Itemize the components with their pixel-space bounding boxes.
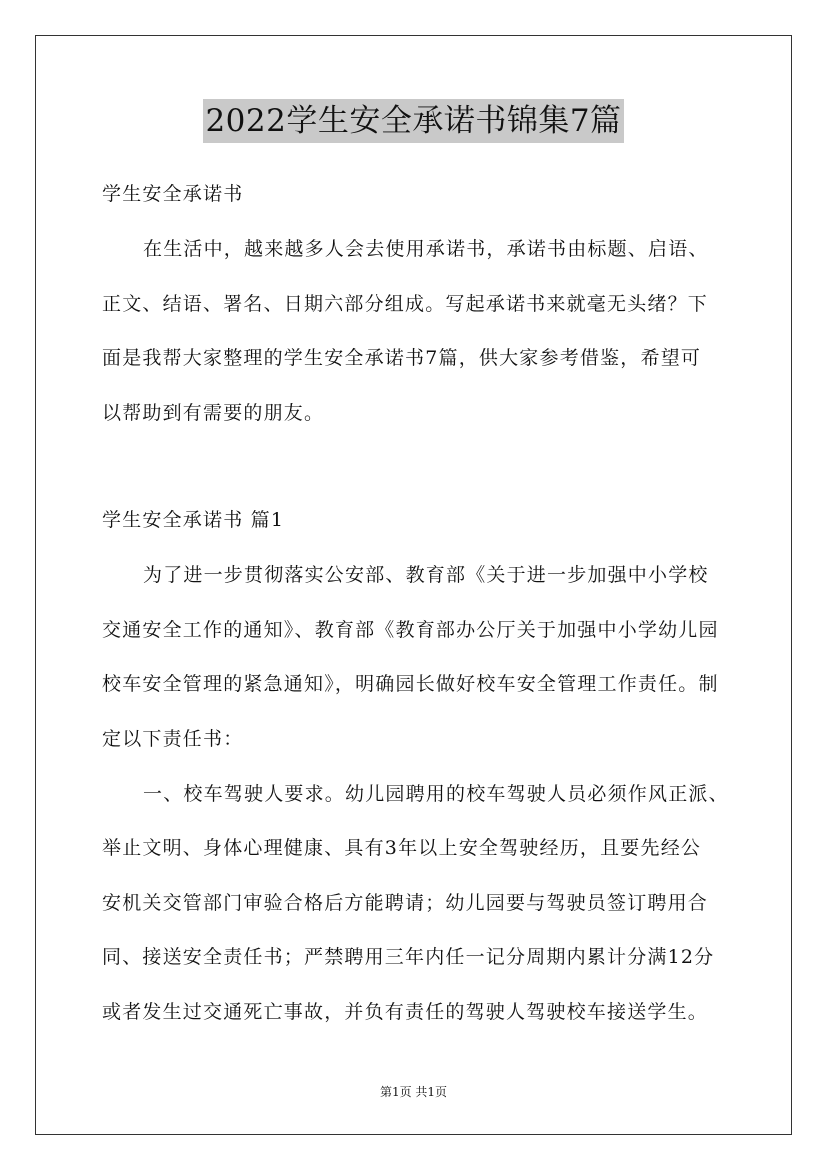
article-heading: 学生安全承诺书 篇1: [102, 509, 285, 531]
page-footer: 第1页 共1页: [379, 1085, 448, 1099]
para2-line-2: 举止文明、身体心理健康、具有3年以上安全驾驶经历，且要先经公: [102, 837, 702, 859]
para2-line-3: 安机关交管部门审验合格后方能聘请；幼儿园要与驾驶员签订聘用合: [102, 892, 709, 914]
title-container: [0, 99, 827, 143]
document-title: 2022学生安全承诺书锦集7篇: [203, 99, 623, 143]
para2-line-1: 一、校车驾驶人要求。幼儿园聘用的校车驾驶人员必须作风正派、: [143, 783, 729, 805]
para2-line-5: 或者发生过交通死亡事故，并负有责任的驾驶人驾驶校车接送学生。: [102, 1001, 709, 1023]
para1-line-2: 交通安全工作的通知》、教育部《教育部办公厅关于加强中小学幼儿园: [102, 619, 719, 641]
intro-line-3: 面是我帮大家整理的学生安全承诺书7篇，供大家参考借鉴，希望可: [102, 347, 702, 369]
intro-line-1: 在生活中，越来越多人会去使用承诺书，承诺书由标题、启语、: [143, 238, 709, 260]
section-heading: 学生安全承诺书: [102, 183, 244, 205]
para1-line-4: 定以下责任书：: [102, 728, 244, 750]
para2-line-4: 同、接送安全责任书；严禁聘用三年内任一记分周期内累计分满12分: [102, 946, 715, 968]
para1-line-3: 校车安全管理的紧急通知》，明确园长做好校车安全管理工作责任。制: [102, 673, 719, 695]
para1-line-1: 为了进一步贯彻落实公安部、教育部《关于进一步加强中小学校: [143, 564, 709, 586]
intro-line-4: 以帮助到有需要的朋友。: [102, 402, 325, 424]
intro-line-2: 正文、结语、署名、日期六部分组成。写起承诺书来就毫无头绪？下: [102, 293, 709, 315]
